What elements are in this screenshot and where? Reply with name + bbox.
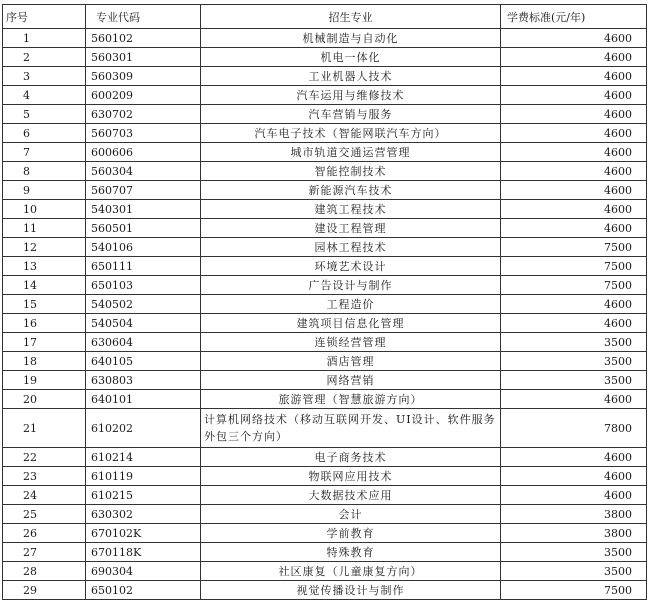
table-row bbox=[3, 162, 647, 181]
cell-code: 560301 bbox=[86, 48, 201, 67]
cell-code: 630604 bbox=[86, 333, 201, 352]
enrollment-table bbox=[2, 4, 647, 600]
cell-major: 学前教育 bbox=[201, 524, 501, 543]
cell-no: 6 bbox=[3, 124, 86, 143]
table-row bbox=[3, 295, 647, 314]
cell-code: 630803 bbox=[86, 371, 201, 390]
cell-fee: 7500 bbox=[501, 257, 647, 276]
cell-fee: 3500 bbox=[501, 371, 647, 390]
cell-code: 640105 bbox=[86, 352, 201, 371]
cell-code: 560703 bbox=[86, 124, 201, 143]
cell-code: 560102 bbox=[86, 29, 201, 48]
cell-major: 新能源汽车技术 bbox=[201, 181, 501, 200]
cell-code: 610119 bbox=[86, 467, 201, 486]
table-row bbox=[3, 524, 647, 543]
cell-fee: 4600 bbox=[501, 143, 647, 162]
cell-no: 11 bbox=[3, 219, 86, 238]
cell-fee: 4600 bbox=[501, 314, 647, 333]
cell-fee: 7800 bbox=[501, 409, 647, 448]
cell-major: 社区康复（儿童康复方向） bbox=[201, 562, 501, 581]
header-no: 序号 bbox=[3, 5, 86, 29]
cell-major: 汽车运用与维修技术 bbox=[201, 86, 501, 105]
cell-code: 670102K bbox=[86, 524, 201, 543]
table-row bbox=[3, 200, 647, 219]
cell-no: 16 bbox=[3, 314, 86, 333]
cell-major: 机械制造与自动化 bbox=[201, 29, 501, 48]
cell-no: 9 bbox=[3, 181, 86, 200]
table-row bbox=[3, 467, 647, 486]
cell-fee: 7500 bbox=[501, 276, 647, 295]
cell-no: 21 bbox=[3, 409, 86, 448]
cell-no: 25 bbox=[3, 505, 86, 524]
cell-no: 14 bbox=[3, 276, 86, 295]
cell-no: 1 bbox=[3, 29, 86, 48]
cell-code: 670118K bbox=[86, 543, 201, 562]
header-code: 专业代码 bbox=[86, 5, 201, 29]
cell-major: 连锁经营管理 bbox=[201, 333, 501, 352]
cell-no: 7 bbox=[3, 143, 86, 162]
cell-no: 10 bbox=[3, 200, 86, 219]
table-row bbox=[3, 543, 647, 562]
table-row bbox=[3, 276, 647, 295]
table-row bbox=[3, 314, 647, 333]
cell-no: 28 bbox=[3, 562, 86, 581]
cell-fee: 4600 bbox=[501, 295, 647, 314]
cell-fee: 3500 bbox=[501, 352, 647, 371]
header-fee: 学费标准(元/年) bbox=[501, 5, 647, 29]
cell-fee: 4600 bbox=[501, 105, 647, 124]
cell-fee: 4600 bbox=[501, 86, 647, 105]
cell-fee: 4600 bbox=[501, 486, 647, 505]
cell-code: 650102 bbox=[86, 581, 201, 600]
table-row bbox=[3, 390, 647, 409]
cell-fee: 3800 bbox=[501, 505, 647, 524]
cell-no: 22 bbox=[3, 448, 86, 467]
cell-fee: 4600 bbox=[501, 67, 647, 86]
cell-no: 3 bbox=[3, 67, 86, 86]
cell-fee: 3500 bbox=[501, 562, 647, 581]
table-row bbox=[3, 238, 647, 257]
table-row bbox=[3, 371, 647, 390]
cell-fee: 4600 bbox=[501, 390, 647, 409]
cell-fee: 4600 bbox=[501, 29, 647, 48]
cell-major: 会计 bbox=[201, 505, 501, 524]
cell-code: 650103 bbox=[86, 276, 201, 295]
cell-code: 630302 bbox=[86, 505, 201, 524]
table-row bbox=[3, 486, 647, 505]
table-row bbox=[3, 562, 647, 581]
cell-major: 建设工程管理 bbox=[201, 219, 501, 238]
cell-fee: 4600 bbox=[501, 48, 647, 67]
cell-code: 540106 bbox=[86, 238, 201, 257]
cell-no: 17 bbox=[3, 333, 86, 352]
cell-code: 560501 bbox=[86, 219, 201, 238]
table-row bbox=[3, 48, 647, 67]
table-row bbox=[3, 181, 647, 200]
table-row bbox=[3, 105, 647, 124]
cell-fee: 4600 bbox=[501, 200, 647, 219]
cell-major: 建筑项目信息化管理 bbox=[201, 314, 501, 333]
cell-major: 汽车营销与服务 bbox=[201, 105, 501, 124]
table-row bbox=[3, 86, 647, 105]
cell-no: 4 bbox=[3, 86, 86, 105]
cell-fee: 4600 bbox=[501, 448, 647, 467]
table-row bbox=[3, 352, 647, 371]
cell-major: 计算机网络技术（移动互联网开发、UI设计、软件服务外包三个方向） bbox=[201, 409, 501, 448]
cell-no: 19 bbox=[3, 371, 86, 390]
cell-no: 27 bbox=[3, 543, 86, 562]
cell-fee: 4600 bbox=[501, 219, 647, 238]
cell-major: 视觉传播设计与制作 bbox=[201, 581, 501, 600]
cell-code: 600209 bbox=[86, 86, 201, 105]
cell-fee: 7500 bbox=[501, 581, 647, 600]
cell-code: 690304 bbox=[86, 562, 201, 581]
table-row bbox=[3, 409, 647, 448]
cell-code: 540504 bbox=[86, 314, 201, 333]
cell-major: 网络营销 bbox=[201, 371, 501, 390]
cell-code: 650111 bbox=[86, 257, 201, 276]
cell-fee: 3500 bbox=[501, 543, 647, 562]
cell-code: 540502 bbox=[86, 295, 201, 314]
table-row bbox=[3, 67, 647, 86]
cell-major: 酒店管理 bbox=[201, 352, 501, 371]
cell-no: 18 bbox=[3, 352, 86, 371]
cell-code: 540301 bbox=[86, 200, 201, 219]
table-row bbox=[3, 219, 647, 238]
cell-no: 8 bbox=[3, 162, 86, 181]
cell-fee: 4600 bbox=[501, 467, 647, 486]
cell-code: 560309 bbox=[86, 67, 201, 86]
cell-code: 560707 bbox=[86, 181, 201, 200]
table-row bbox=[3, 333, 647, 352]
table-row bbox=[3, 143, 647, 162]
cell-major: 工业机器人技术 bbox=[201, 67, 501, 86]
cell-no: 15 bbox=[3, 295, 86, 314]
table-row bbox=[3, 505, 647, 524]
cell-major: 智能控制技术 bbox=[201, 162, 501, 181]
cell-no: 12 bbox=[3, 238, 86, 257]
cell-code: 600606 bbox=[86, 143, 201, 162]
cell-code: 610214 bbox=[86, 448, 201, 467]
table-body bbox=[3, 29, 647, 600]
cell-code: 560304 bbox=[86, 162, 201, 181]
cell-no: 13 bbox=[3, 257, 86, 276]
cell-fee: 4600 bbox=[501, 124, 647, 143]
cell-major: 大数据技术应用 bbox=[201, 486, 501, 505]
cell-code: 610202 bbox=[86, 409, 201, 448]
cell-major: 物联网应用技术 bbox=[201, 467, 501, 486]
cell-fee: 3800 bbox=[501, 524, 647, 543]
cell-major: 建筑工程技术 bbox=[201, 200, 501, 219]
cell-major: 汽车电子技术（智能网联汽车方向） bbox=[201, 124, 501, 143]
cell-major: 电子商务技术 bbox=[201, 448, 501, 467]
cell-major: 旅游管理（智慧旅游方向） bbox=[201, 390, 501, 409]
cell-no: 5 bbox=[3, 105, 86, 124]
cell-major: 特殊教育 bbox=[201, 543, 501, 562]
header-major: 招生专业 bbox=[201, 5, 501, 29]
cell-major: 城市轨道交通运营管理 bbox=[201, 143, 501, 162]
cell-major: 环境艺术设计 bbox=[201, 257, 501, 276]
cell-no: 24 bbox=[3, 486, 86, 505]
header-row bbox=[3, 5, 647, 29]
table-row bbox=[3, 448, 647, 467]
cell-major: 工程造价 bbox=[201, 295, 501, 314]
cell-fee: 4600 bbox=[501, 181, 647, 200]
cell-major: 园林工程技术 bbox=[201, 238, 501, 257]
table-row bbox=[3, 581, 647, 600]
cell-no: 20 bbox=[3, 390, 86, 409]
cell-no: 2 bbox=[3, 48, 86, 67]
cell-no: 29 bbox=[3, 581, 86, 600]
cell-code: 610215 bbox=[86, 486, 201, 505]
cell-major: 机电一体化 bbox=[201, 48, 501, 67]
table-row bbox=[3, 29, 647, 48]
cell-no: 23 bbox=[3, 467, 86, 486]
cell-fee: 3500 bbox=[501, 333, 647, 352]
table-row bbox=[3, 257, 647, 276]
cell-major: 广告设计与制作 bbox=[201, 276, 501, 295]
cell-code: 630702 bbox=[86, 105, 201, 124]
cell-code: 640101 bbox=[86, 390, 201, 409]
cell-no: 26 bbox=[3, 524, 86, 543]
table-row bbox=[3, 124, 647, 143]
cell-fee: 7500 bbox=[501, 238, 647, 257]
cell-fee: 4600 bbox=[501, 162, 647, 181]
